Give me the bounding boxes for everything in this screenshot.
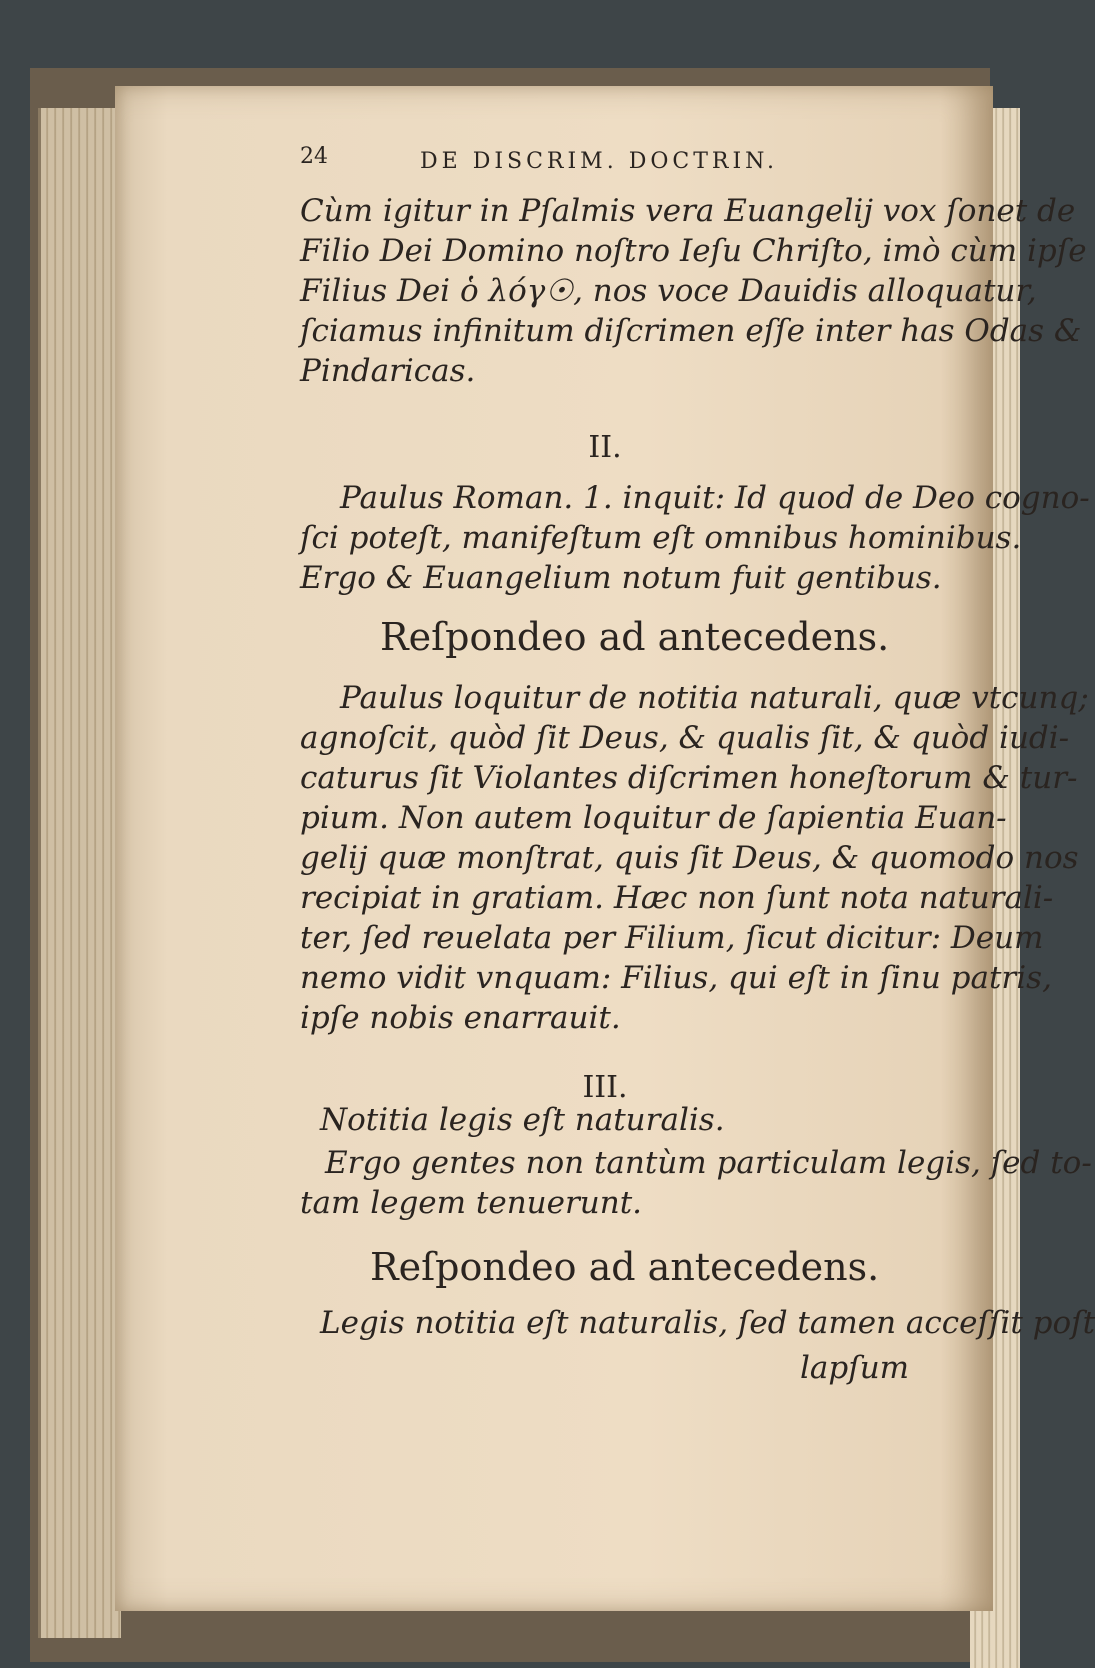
text-line: Notitia legis eſt naturalis. [320, 1102, 725, 1138]
page-number: 24 [300, 144, 328, 169]
page-stack-left [38, 108, 121, 1638]
text-line: Ergo gentes non tantùm particulam legis, ſed to- [325, 1145, 1092, 1181]
text-line: nemo vidit vnquam: Filius, qui eſt in ſinu patris, [300, 960, 1052, 996]
text-line: ter, ſed reuelata per Filium, ſicut dicitur: Deum [300, 920, 1044, 956]
text-line: ipſe nobis enarrauit. [300, 1000, 621, 1036]
section-heading: Reſpondeo ad antecedens. [370, 1245, 880, 1289]
text-line: agnoſcit, quòd ſit Deus, & qualis ſit, & quòd iudi- [300, 720, 1070, 756]
text-line: ſciamus infinitum diſcrimen eſſe inter has Odas & [300, 313, 1082, 349]
text-line: Cùm igitur in Pſalmis vera Euangelij vox ſonet de [300, 193, 1076, 229]
text-line: Paulus Roman. 1. inquit: Id quod de Deo cogno- [340, 480, 1090, 516]
catchword: lapſum [800, 1350, 910, 1386]
text-line: Filio Dei Domino noſtro Ieſu Chriſto, imò cùm ipſe [300, 233, 1087, 269]
text-line: Pindaricas. [300, 353, 476, 389]
section-heading: Reſpondeo ad antecedens. [380, 615, 890, 659]
text-line: recipiat in gratiam. Hæc non ſunt nota naturali- [300, 880, 1054, 916]
section-numeral: II. [588, 430, 622, 465]
text-line: gelij quæ monſtrat, quis ſit Deus, & quomodo nos [300, 840, 1079, 876]
text-line: Paulus loquitur de notitia naturali, quæ vtcunq; [340, 680, 1089, 716]
text-line: Legis notitia eſt naturalis, ſed tamen acceſſit poſt [320, 1305, 1095, 1341]
text-line: ſci poteſt, manifeſtum eſt omnibus hominibus. [300, 520, 1022, 556]
text-line: pium. Non autem loquitur de ſapientia Euan- [300, 800, 1007, 836]
text-line: caturus ſit Violantes diſcrimen honeſtorum & tur- [300, 760, 1078, 796]
text-line: Ergo & Euangelium notum fuit gentibus. [300, 560, 942, 596]
text-line: tam legem tenuerunt. [300, 1185, 643, 1221]
running-head: DE DISCRIM. DOCTRIN. [420, 149, 778, 174]
text-line: Filius Dei ὁ λόγ☉, nos voce Dauidis alloquatur, [300, 273, 1037, 309]
section-numeral: III. [582, 1070, 628, 1105]
